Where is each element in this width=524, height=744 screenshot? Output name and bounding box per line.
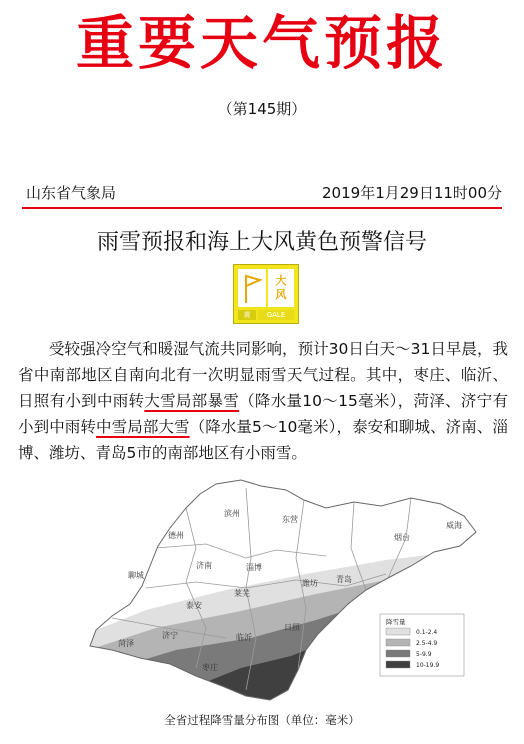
legend-swatch-3 xyxy=(386,650,410,657)
city-label-dongying: 东营 xyxy=(282,515,298,524)
legend-swatch-4 xyxy=(386,661,410,668)
warning-english-tag: GALE xyxy=(258,310,294,320)
city-label-heze: 菏泽 xyxy=(118,639,134,648)
legend-label-1: 0.1-2.4 xyxy=(416,629,438,636)
snowfall-map xyxy=(36,478,488,706)
gale-warning-icon xyxy=(233,264,299,324)
map-caption: 全省过程降雪量分布图（单位：毫米） xyxy=(164,713,360,727)
masthead-title: 重要天气预报 xyxy=(75,9,448,77)
body-part-2: （降水量10～15毫米），菏泽、济宁有小到中雨转 xyxy=(18,392,508,436)
legend-title: 降雪量 xyxy=(386,618,406,626)
legend-label-4: 10-19.9 xyxy=(416,662,440,669)
city-label-jining: 济宁 xyxy=(162,631,178,640)
city-label-linyi: 临沂 xyxy=(236,633,252,642)
flag-icon xyxy=(238,269,266,307)
warning-char-1: 大 xyxy=(275,274,287,287)
agency-name: 山东省气象局 xyxy=(26,184,117,202)
city-label-zibo: 淄博 xyxy=(246,563,262,572)
issue-datetime: 2019年1月29日11时00分 xyxy=(322,184,502,202)
city-label-laiwu: 莱芜 xyxy=(234,589,250,598)
city-label-liaocheng: 聊城 xyxy=(128,571,144,580)
city-label-rizhao: 日照 xyxy=(284,623,300,632)
warning-tag-row xyxy=(238,310,294,320)
legend-swatch-2 xyxy=(386,639,410,646)
highlight-moderate-snow: 中雪局部大雪 xyxy=(96,418,190,436)
legend-label-3: 5-9.9 xyxy=(416,651,432,658)
red-divider xyxy=(22,207,502,209)
city-label-weihai: 威海 xyxy=(446,521,462,530)
legend-swatch-1 xyxy=(386,628,410,635)
headline: 雨雪预报和海上大风黄色预警信号 xyxy=(96,230,427,255)
city-label-zaozhuang: 枣庄 xyxy=(202,663,218,672)
city-label-qingdao: 青岛 xyxy=(336,575,352,584)
issue-number: （第145期） xyxy=(217,100,307,118)
forecast-body xyxy=(18,336,508,466)
meta-row xyxy=(26,182,502,204)
warning-char-2: 风 xyxy=(275,288,287,301)
city-label-weifang: 潍坊 xyxy=(302,579,318,588)
highlight-heavy-snow: 大雪局部暴雪 xyxy=(144,392,240,410)
city-label-binzhou: 滨州 xyxy=(224,509,240,518)
city-label-taian: 泰安 xyxy=(186,601,202,610)
warning-color-tag: 黄 xyxy=(238,310,256,320)
snowfall-legend xyxy=(380,614,464,676)
city-label-jinan: 济南 xyxy=(196,561,212,570)
warning-type-label xyxy=(268,269,294,307)
body-part-1: 受较强冷空气和暖湿气流共同影响，预计30日白天～31日早晨，我省中南部地区自南向北有一次明显雨雪天气过程。其中，枣庄、临沂、日照有小到中雨转 xyxy=(18,340,508,410)
legend-label-2: 2.5-4.9 xyxy=(416,640,438,647)
province-map-svg xyxy=(36,478,488,706)
body-part-3: （降水量5～10毫米），泰安和聊城、济南、淄博、潍坊、青岛5市的南部地区有小雨雪。 xyxy=(18,418,508,462)
city-label-dezhou: 德州 xyxy=(168,531,184,540)
city-label-yantai: 烟台 xyxy=(394,533,410,542)
